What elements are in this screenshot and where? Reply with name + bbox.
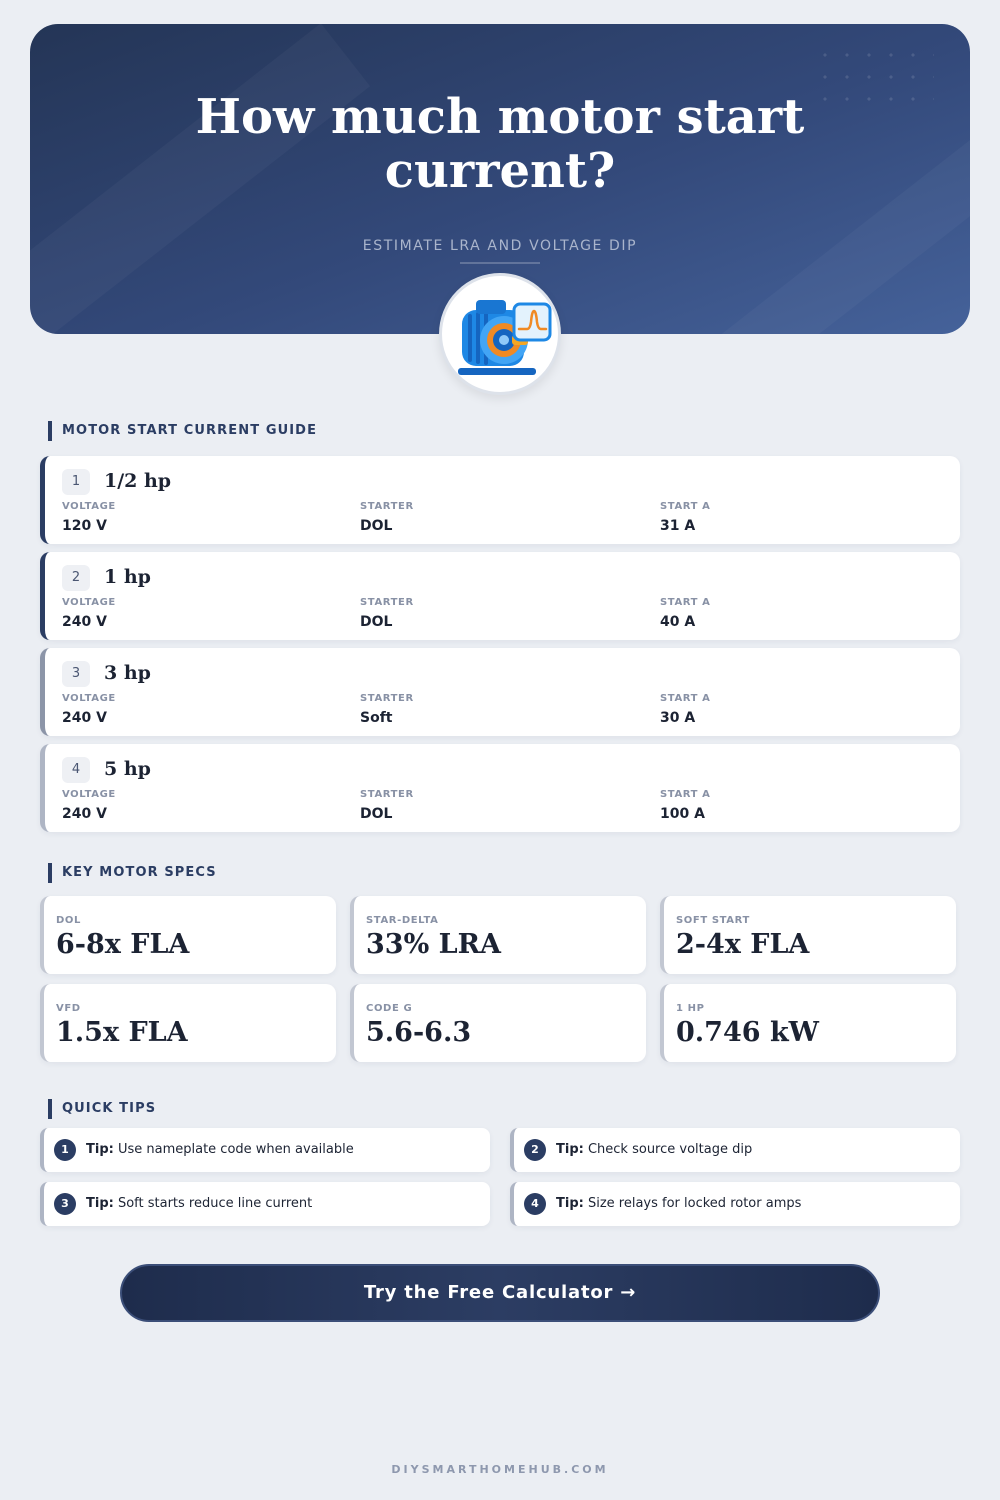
tip-text [556,1128,752,1172]
voltage-value: 240 V [62,614,107,630]
spec-label: VFD [56,1003,81,1014]
specs-section-heading: KEY MOTOR SPECS [48,863,217,883]
tip-card [40,1182,490,1226]
tip-text [556,1182,801,1226]
spec-card [40,896,336,974]
start-current-label: START A [660,693,711,704]
starter-label: STARTER [360,693,414,704]
row-title: 1 hp [104,566,151,588]
voltage-cell [62,597,116,632]
tip-text [86,1128,354,1172]
spec-label: STAR-DELTA [366,915,439,926]
guide-row [40,648,960,736]
tip-number-badge: 4 [524,1193,546,1215]
row-number-chip: 3 [62,661,90,687]
electric-motor-icon [442,276,558,392]
starter-cell [360,789,414,824]
voltage-value: 120 V [62,518,107,534]
start-current-cell [660,789,710,824]
row-title: 1/2 hp [104,470,172,492]
guide-row [40,744,960,832]
voltage-label: VOLTAGE [62,501,116,512]
start-current-cell [660,597,710,632]
spec-label: 1 HP [676,1003,705,1014]
tip-number-badge: 1 [54,1139,76,1161]
tip-card [40,1128,490,1172]
tip-body: Soft starts reduce line current [117,1196,313,1211]
footer-site-name: DIYSMARTHOMEHUB.COM [391,1463,609,1476]
voltage-cell [62,789,116,824]
tip-number-badge: 3 [54,1193,76,1215]
starter-value: DOL [360,806,393,822]
guide-row [40,552,960,640]
starter-cell [360,597,414,632]
page-title [30,90,970,198]
starter-value: Soft [360,710,393,726]
row-number-chip: 4 [62,757,90,783]
tip-body: Size relays for locked rotor amps [587,1196,802,1211]
row-number-chip: 1 [62,469,90,495]
tip-prefix: Tip: [556,1196,584,1211]
tips-section-heading: QUICK TIPS [48,1099,156,1119]
voltage-label: VOLTAGE [62,693,116,704]
voltage-value: 240 V [62,710,107,726]
start-current-value: 100 A [660,806,705,822]
page-title-line-1: How much motor start [195,89,805,145]
page-subtitle: ESTIMATE LRA AND VOLTAGE DIP [362,238,638,254]
spec-value: 2-4x FLA [676,929,810,960]
start-current-cell [660,501,710,536]
start-current-value: 31 A [660,518,696,534]
spec-label: DOL [56,915,81,926]
spec-card [660,896,956,974]
spec-label: CODE G [366,1003,413,1014]
page-title-line-2: current? [384,143,616,199]
motor-badge [439,273,561,395]
voltage-label: VOLTAGE [62,597,116,608]
tip-prefix: Tip: [86,1196,114,1211]
voltage-label: VOLTAGE [62,789,116,800]
spec-card [350,896,646,974]
tip-number-badge: 2 [524,1139,546,1161]
row-number-chip: 2 [62,565,90,591]
spec-label: SOFT START [676,915,750,926]
voltage-cell [62,501,116,536]
starter-label: STARTER [360,789,414,800]
spec-value: 33% LRA [366,929,501,960]
starter-value: DOL [360,614,393,630]
tip-body: Use nameplate code when available [117,1142,354,1157]
tip-card [510,1182,960,1226]
try-calculator-button[interactable]: Try the Free Calculator → [120,1264,880,1322]
spec-card [40,984,336,1062]
row-title: 5 hp [104,758,151,780]
start-current-value: 30 A [660,710,696,726]
tip-card [510,1128,960,1172]
starter-label: STARTER [360,501,414,512]
row-title: 3 hp [104,662,151,684]
spec-card [660,984,956,1062]
spec-value: 5.6-6.3 [366,1017,472,1048]
spec-card [350,984,646,1062]
voltage-cell [62,693,116,728]
spec-value: 1.5x FLA [56,1017,188,1048]
tip-prefix: Tip: [556,1142,584,1157]
start-current-value: 40 A [660,614,696,630]
start-current-label: START A [660,501,711,512]
tip-text [86,1182,312,1226]
voltage-value: 240 V [62,806,107,822]
starter-cell [360,693,414,728]
spec-value: 6-8x FLA [56,929,190,960]
spec-value: 0.746 kW [676,1017,819,1048]
start-current-label: START A [660,597,711,608]
start-current-cell [660,693,710,728]
tip-body: Check source voltage dip [587,1142,753,1157]
guide-row [40,456,960,544]
guide-section-heading: MOTOR START CURRENT GUIDE [48,421,317,441]
subtitle-underline [460,262,540,264]
starter-label: STARTER [360,597,414,608]
starter-value: DOL [360,518,393,534]
starter-cell [360,501,414,536]
tip-prefix: Tip: [86,1142,114,1157]
start-current-label: START A [660,789,711,800]
